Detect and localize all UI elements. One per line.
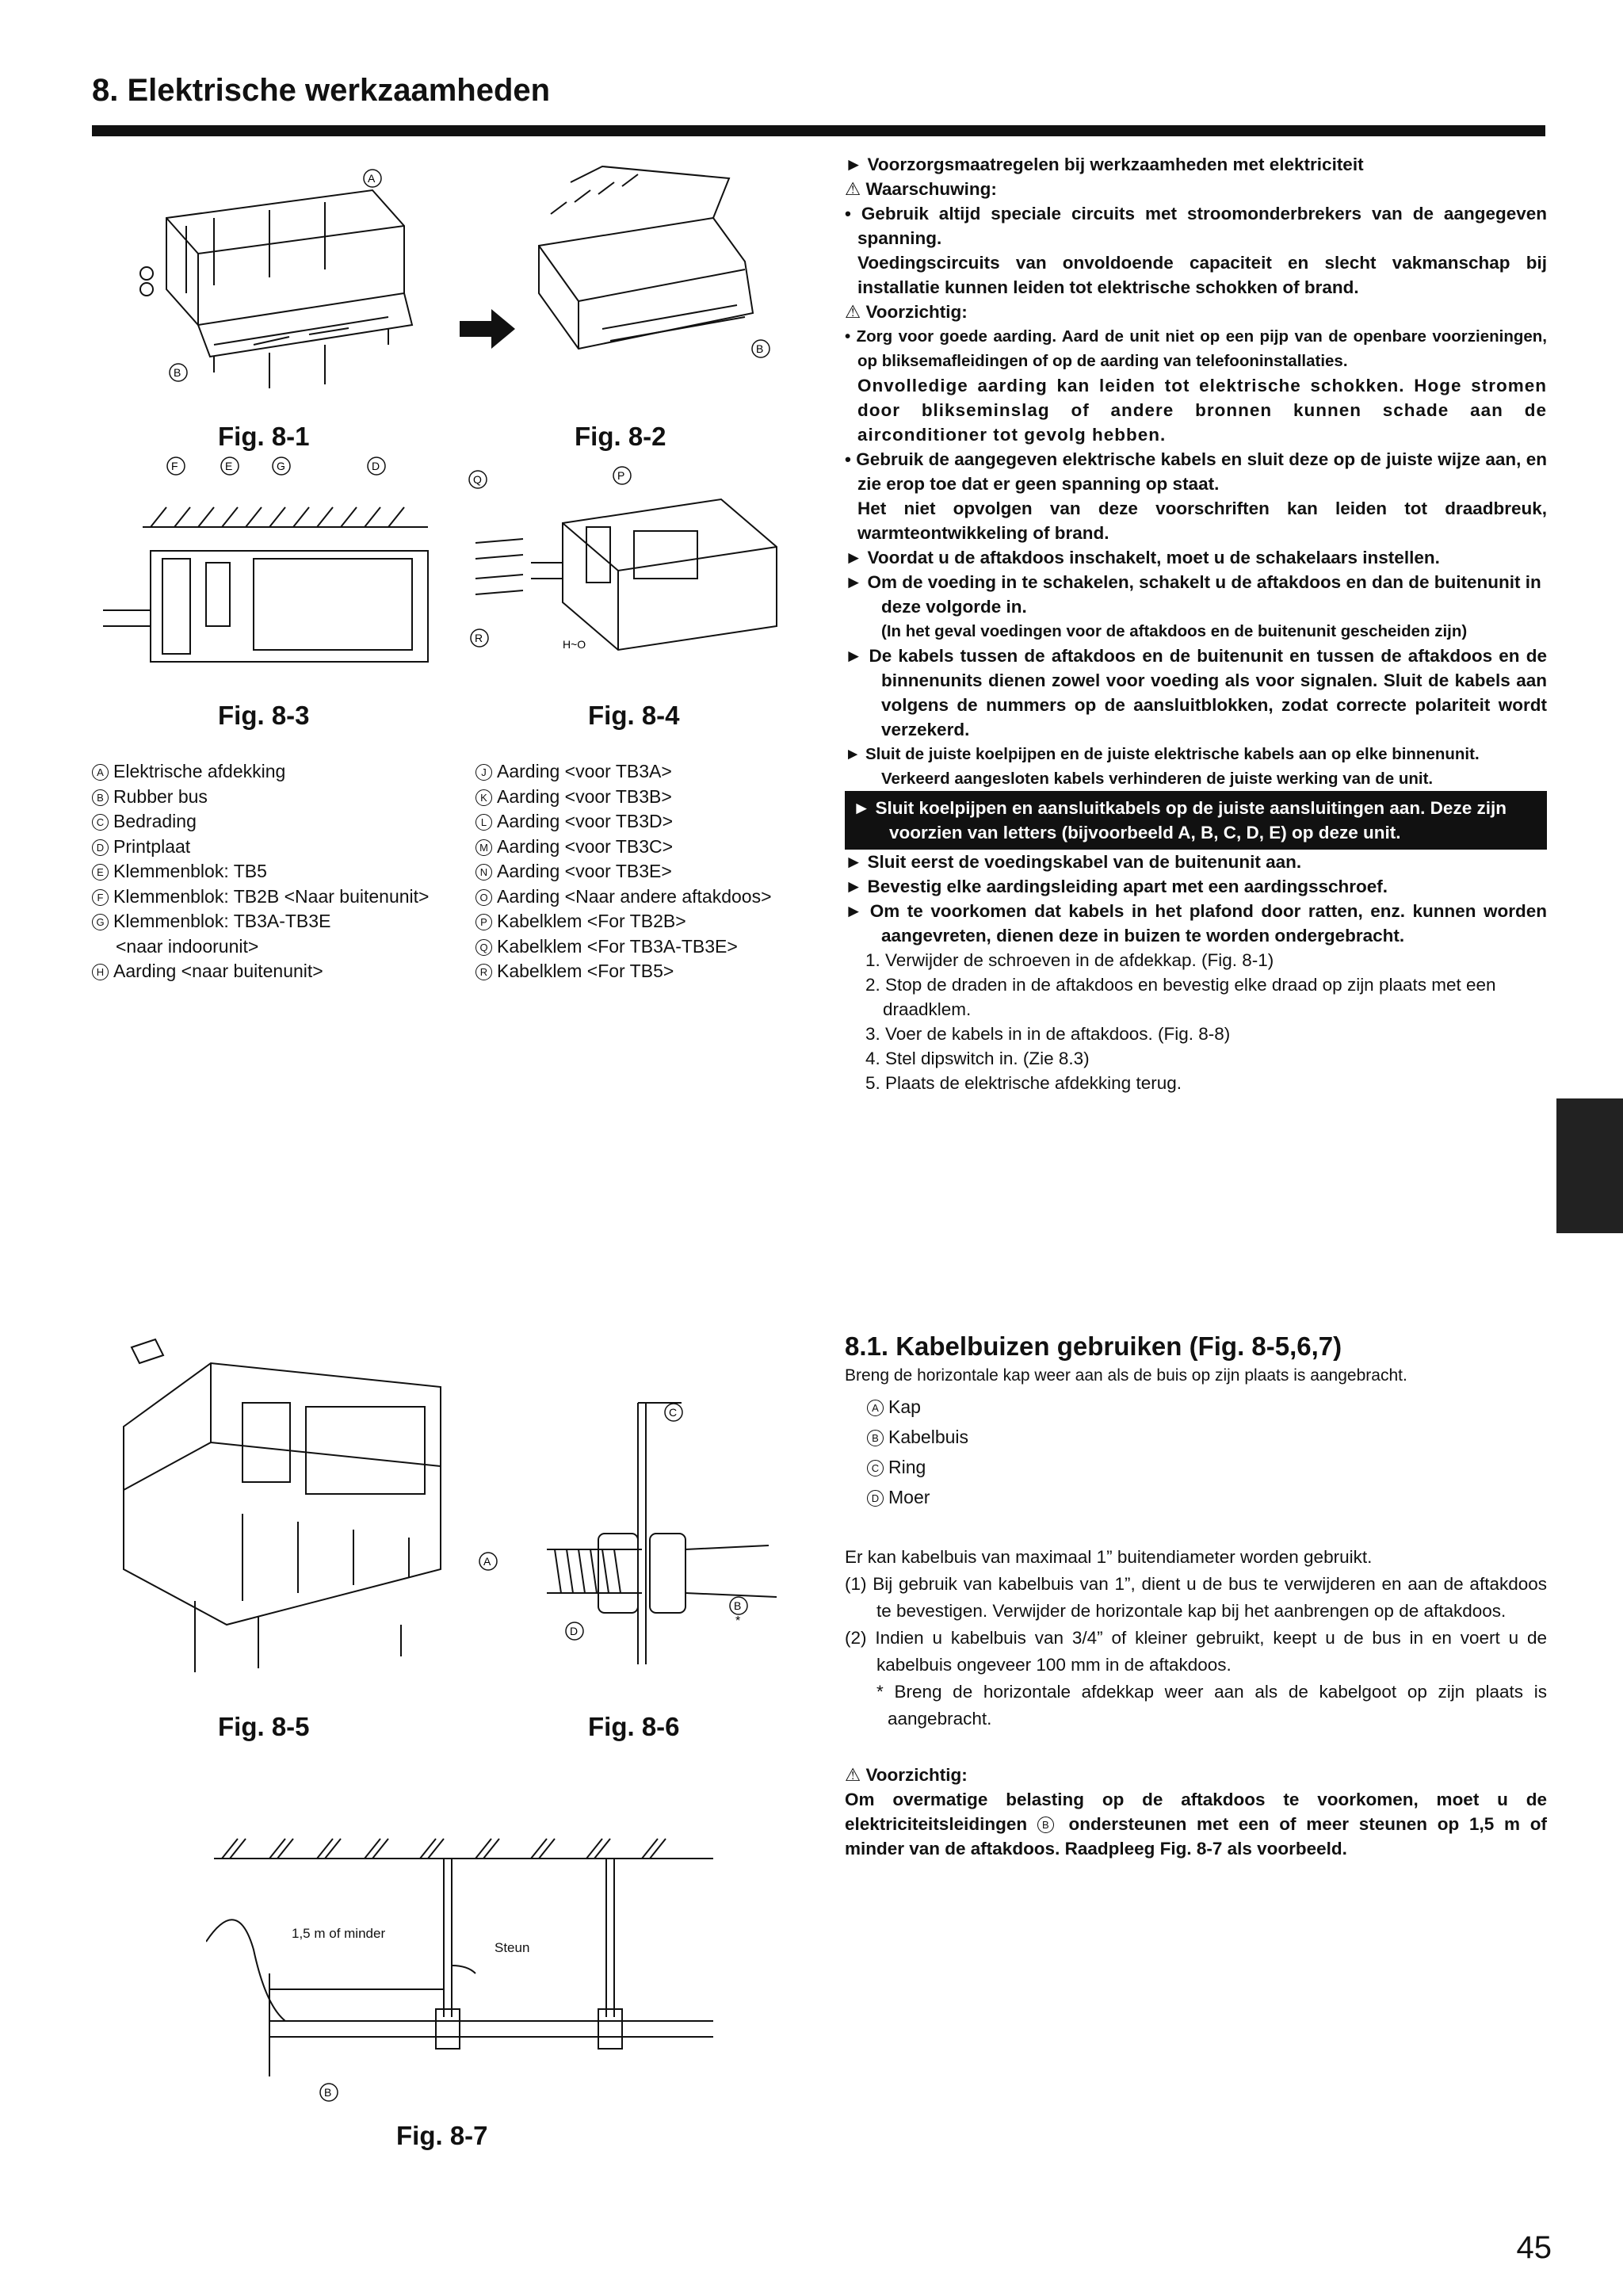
item-3: ► De kabels tussen de aftakdoos en de buitenunit en tussen de aftakdoos en de binnenunits dienen zowel voor voeding als voor signalen. Sluit de kabels aan volgens de nummers op de aansluitblokken, zodat correcte polariteit wordt verzekerd.	[845, 646, 1547, 739]
page-title: 8. Elektrische werkzaamheden	[92, 73, 551, 108]
legend-item: E Klemmenblok: TB5	[92, 859, 429, 884]
highlight-box: ► Sluit koelpijpen en aansluitkabels op de juiste aansluitingen aan. Deze zijn voorzien van letters (bijvoorbeeld A, B, C, D, E) op deze unit.	[845, 791, 1547, 850]
legend-item: O Aarding <Naar andere aftakdoos>	[475, 884, 772, 910]
fig-8-3-drawing	[87, 452, 436, 674]
item-5: ► Sluit eerst de voedingskabel van de buitenunit aan.	[845, 852, 1302, 872]
legend-item: M Aarding <voor TB3C>	[475, 835, 772, 860]
step: 5. Plaats de elektrische afdekking terug.	[865, 1073, 1182, 1093]
precautions-column	[845, 152, 1547, 1095]
mark-e: E	[225, 460, 233, 472]
caution-1b: Onvolledige aarding kan leiden tot elektrische schokken. Hoge stromen door blikseminslag of andere bronnen kunnen schade aan de airconditioner tot gevolg hebben.	[857, 376, 1547, 445]
step: 4. Stel dipswitch in. (Zie 8.3)	[865, 1049, 1090, 1068]
warning-label: Waarschuwing:	[865, 179, 997, 199]
page-number: 45	[1516, 2230, 1552, 2265]
asterisk: *	[735, 1614, 741, 1628]
mark-d-8-6: D	[570, 1625, 579, 1637]
caution-icon: ⚠	[845, 1765, 861, 1785]
para-1: Er kan kabelbuis van maximaal 1” buitendiameter worden gebruikt.	[845, 1547, 1373, 1567]
legend-item: <naar indoorunit>	[116, 935, 259, 957]
mark-f: F	[171, 460, 178, 472]
caution-label-8-1: Voorzichtig:	[865, 1765, 968, 1785]
fig-8-5-caption: Fig. 8-5	[218, 1712, 310, 1741]
item-2: ► Om de voeding in te schakelen, schakelt u de aftakdoos en dan de buitenunit in deze volgorde in.	[845, 572, 1541, 617]
mark-a: A	[368, 172, 376, 185]
para-2: (1) Bij gebruik van kabelbuis van 1”, dient u de bus te verwijderen en aan de aftakdoos te bevestigen. Verwijder de horizontale kap bij het aanbrengen op de aftakdoos.	[845, 1574, 1547, 1621]
side-tab	[1556, 1098, 1623, 1233]
fig-8-4-caption: Fig. 8-4	[588, 701, 680, 730]
fig-8-6-drawing	[539, 1395, 792, 1672]
mark-b-8-7: B	[324, 2086, 332, 2099]
mark-q: Q	[473, 473, 482, 486]
legend-item: C Bedrading	[92, 809, 429, 835]
mark-p: P	[617, 469, 625, 482]
legend-item: B Rubber bus	[92, 785, 429, 810]
item-7: ► Om te voorkomen dat kabels in het plafond door ratten, enz. kunnen worden aangevreten, dienen deze in buizen te worden ondergebracht.	[845, 901, 1547, 946]
fig-8-6-caption: Fig. 8-6	[588, 1712, 680, 1741]
legend-left	[92, 759, 429, 984]
item-4: ► Sluit de juiste koelpijpen en de juiste elektrische kabels aan op elke binnenunit. Verkeerd aangesloten kabels verhinderen de juiste werking van de unit.	[845, 745, 1480, 788]
legend-item: J Aarding <voor TB3A>	[475, 759, 772, 785]
fig-8-7-distance-label: 1,5 m of minder	[292, 1926, 386, 1941]
precautions-title: ► Voorzorgsmaatregelen bij werkzaamheden met elektriciteit	[845, 155, 1364, 174]
warning-icon: ⚠	[845, 179, 861, 199]
legend-item: P Kabelklem <For TB2B>	[475, 909, 772, 934]
item-2b: (In het geval voedingen voor de aftakdoos en de buitenunit gescheiden zijn)	[881, 622, 1468, 640]
item-1: ► Voordat u de aftakdoos inschakelt, moet u de schakelaars instellen.	[845, 548, 1440, 567]
fig-8-7-support-label: Steun	[495, 1940, 530, 1955]
legend-item: L Aarding <voor TB3D>	[475, 809, 772, 835]
fig-8-7-drawing	[206, 1823, 721, 2124]
caution-1: • Zorg voor goede aarding. Aard de unit niet op een pijp van de openbare voorzieningen, op bliksemafleidingen of op de aarding van telefooninstallaties.	[845, 327, 1547, 370]
legend-item: R Kabelklem <For TB5>	[475, 959, 772, 984]
mark-a-8-5: A	[483, 1555, 491, 1568]
fig-8-2-caption: Fig. 8-2	[575, 422, 666, 451]
section-8-1	[845, 1331, 1547, 1861]
step: 1. Verwijder de schroeven in de afdekkap. (Fig. 8-1)	[865, 950, 1274, 970]
section-8-1-body	[845, 1544, 1547, 1733]
legend-item: A Elektrische afdekking	[92, 759, 429, 785]
mark-c: C	[669, 1406, 678, 1419]
section-8-1-caution	[845, 1763, 1547, 1861]
caution-icon: ⚠	[845, 302, 861, 322]
legend-item: K Aarding <voor TB3B>	[475, 785, 772, 810]
warning-1b: Voedingscircuits van onvoldoende capaciteit en slecht vakmanschap bij installatie kunnen leiden tot elektrische schokken of brand.	[857, 253, 1547, 297]
fig-8-3-caption: Fig. 8-3	[218, 701, 310, 730]
caution-2: • Gebruik de aangegeven elektrische kabels en sluit deze op de juiste wijze aan, en zie erop toe dat er geen spanning op staat.	[845, 449, 1547, 494]
fig-8-2-drawing	[507, 159, 777, 396]
caution-label: Voorzichtig:	[865, 302, 968, 322]
section-8-1-intro: Breng de horizontale kap weer aan als de buis op zijn plaats is aangebracht.	[845, 1366, 1407, 1385]
step: 2. Stop de draden in de aftakdoos en bevestig elke draad op zijn plaats met een draadklem.	[865, 975, 1496, 1019]
legend-item: H Aarding <naar buitenunit>	[92, 959, 429, 984]
fig-8-1-caption: Fig. 8-1	[218, 422, 310, 451]
fig-8-1-drawing	[111, 159, 444, 396]
warning-1: • Gebruik altijd speciale circuits met stroomonderbrekers van de aangegeven spanning.	[845, 204, 1547, 248]
caution-text-8-1: Om overmatige belasting op de aftakdoos te voorkomen, moet u de elektriciteitsleidingen B ondersteunen met een of meer steunen op 1,5 m of minder van de aftakdoos. Raadpleeg Fig. 8-7 als voorbeeld.	[845, 1790, 1547, 1859]
legend-item: Q Kabelklem <For TB3A-TB3E>	[475, 934, 772, 960]
legend-item: C Ring	[867, 1452, 1547, 1482]
para-3: (2) Indien u kabelbuis van 3/4” of kleiner gebruikt, keept u de bus in en voert u de kabelbuis ongeveer 100 mm in de aftakdoos.	[845, 1628, 1547, 1675]
item-6: ► Bevestig elke aardingsleiding apart met een aardingsschroef.	[845, 877, 1388, 896]
fig-8-4-drawing	[460, 452, 792, 674]
para-4: * Breng de horizontale afdekkap weer aan als de kabelgoot op zijn plaats is aangebracht.	[876, 1682, 1547, 1729]
fig-8-7-caption: Fig. 8-7	[396, 2121, 488, 2150]
legend-item: F Klemmenblok: TB2B <Naar buitenunit>	[92, 884, 429, 910]
legend-item: N Aarding <voor TB3E>	[475, 859, 772, 884]
legend-item: B Kabelbuis	[867, 1422, 1547, 1452]
mark-b-8-6: B	[734, 1599, 742, 1612]
caution-2b: Het niet opvolgen van deze voorschriften kan leiden tot draadbreuk, warmteontwikkeling of brand.	[857, 499, 1547, 543]
mark-r: R	[475, 632, 483, 644]
mark-g: G	[277, 460, 285, 472]
mark-b2: B	[756, 342, 764, 355]
title-rule	[92, 125, 1545, 136]
legend-item: D Moer	[867, 1482, 1547, 1512]
mark-h-o: H~O	[563, 638, 586, 651]
legend-item: A Kap	[867, 1392, 1547, 1422]
section-8-1-legend	[845, 1392, 1547, 1512]
mark-d: D	[372, 460, 380, 472]
mark-b: B	[174, 366, 181, 379]
section-8-1-title: 8.1. Kabelbuizen gebruiken (Fig. 8-5,6,7)	[845, 1331, 1342, 1361]
legend-right	[475, 759, 772, 984]
fig-8-5-drawing	[92, 1331, 536, 1672]
step: 3. Voer de kabels in in de aftakdoos. (Fig. 8-8)	[865, 1024, 1231, 1044]
legend-item: D Printplaat	[92, 835, 429, 860]
legend-item: G Klemmenblok: TB3A-TB3E	[92, 909, 429, 934]
